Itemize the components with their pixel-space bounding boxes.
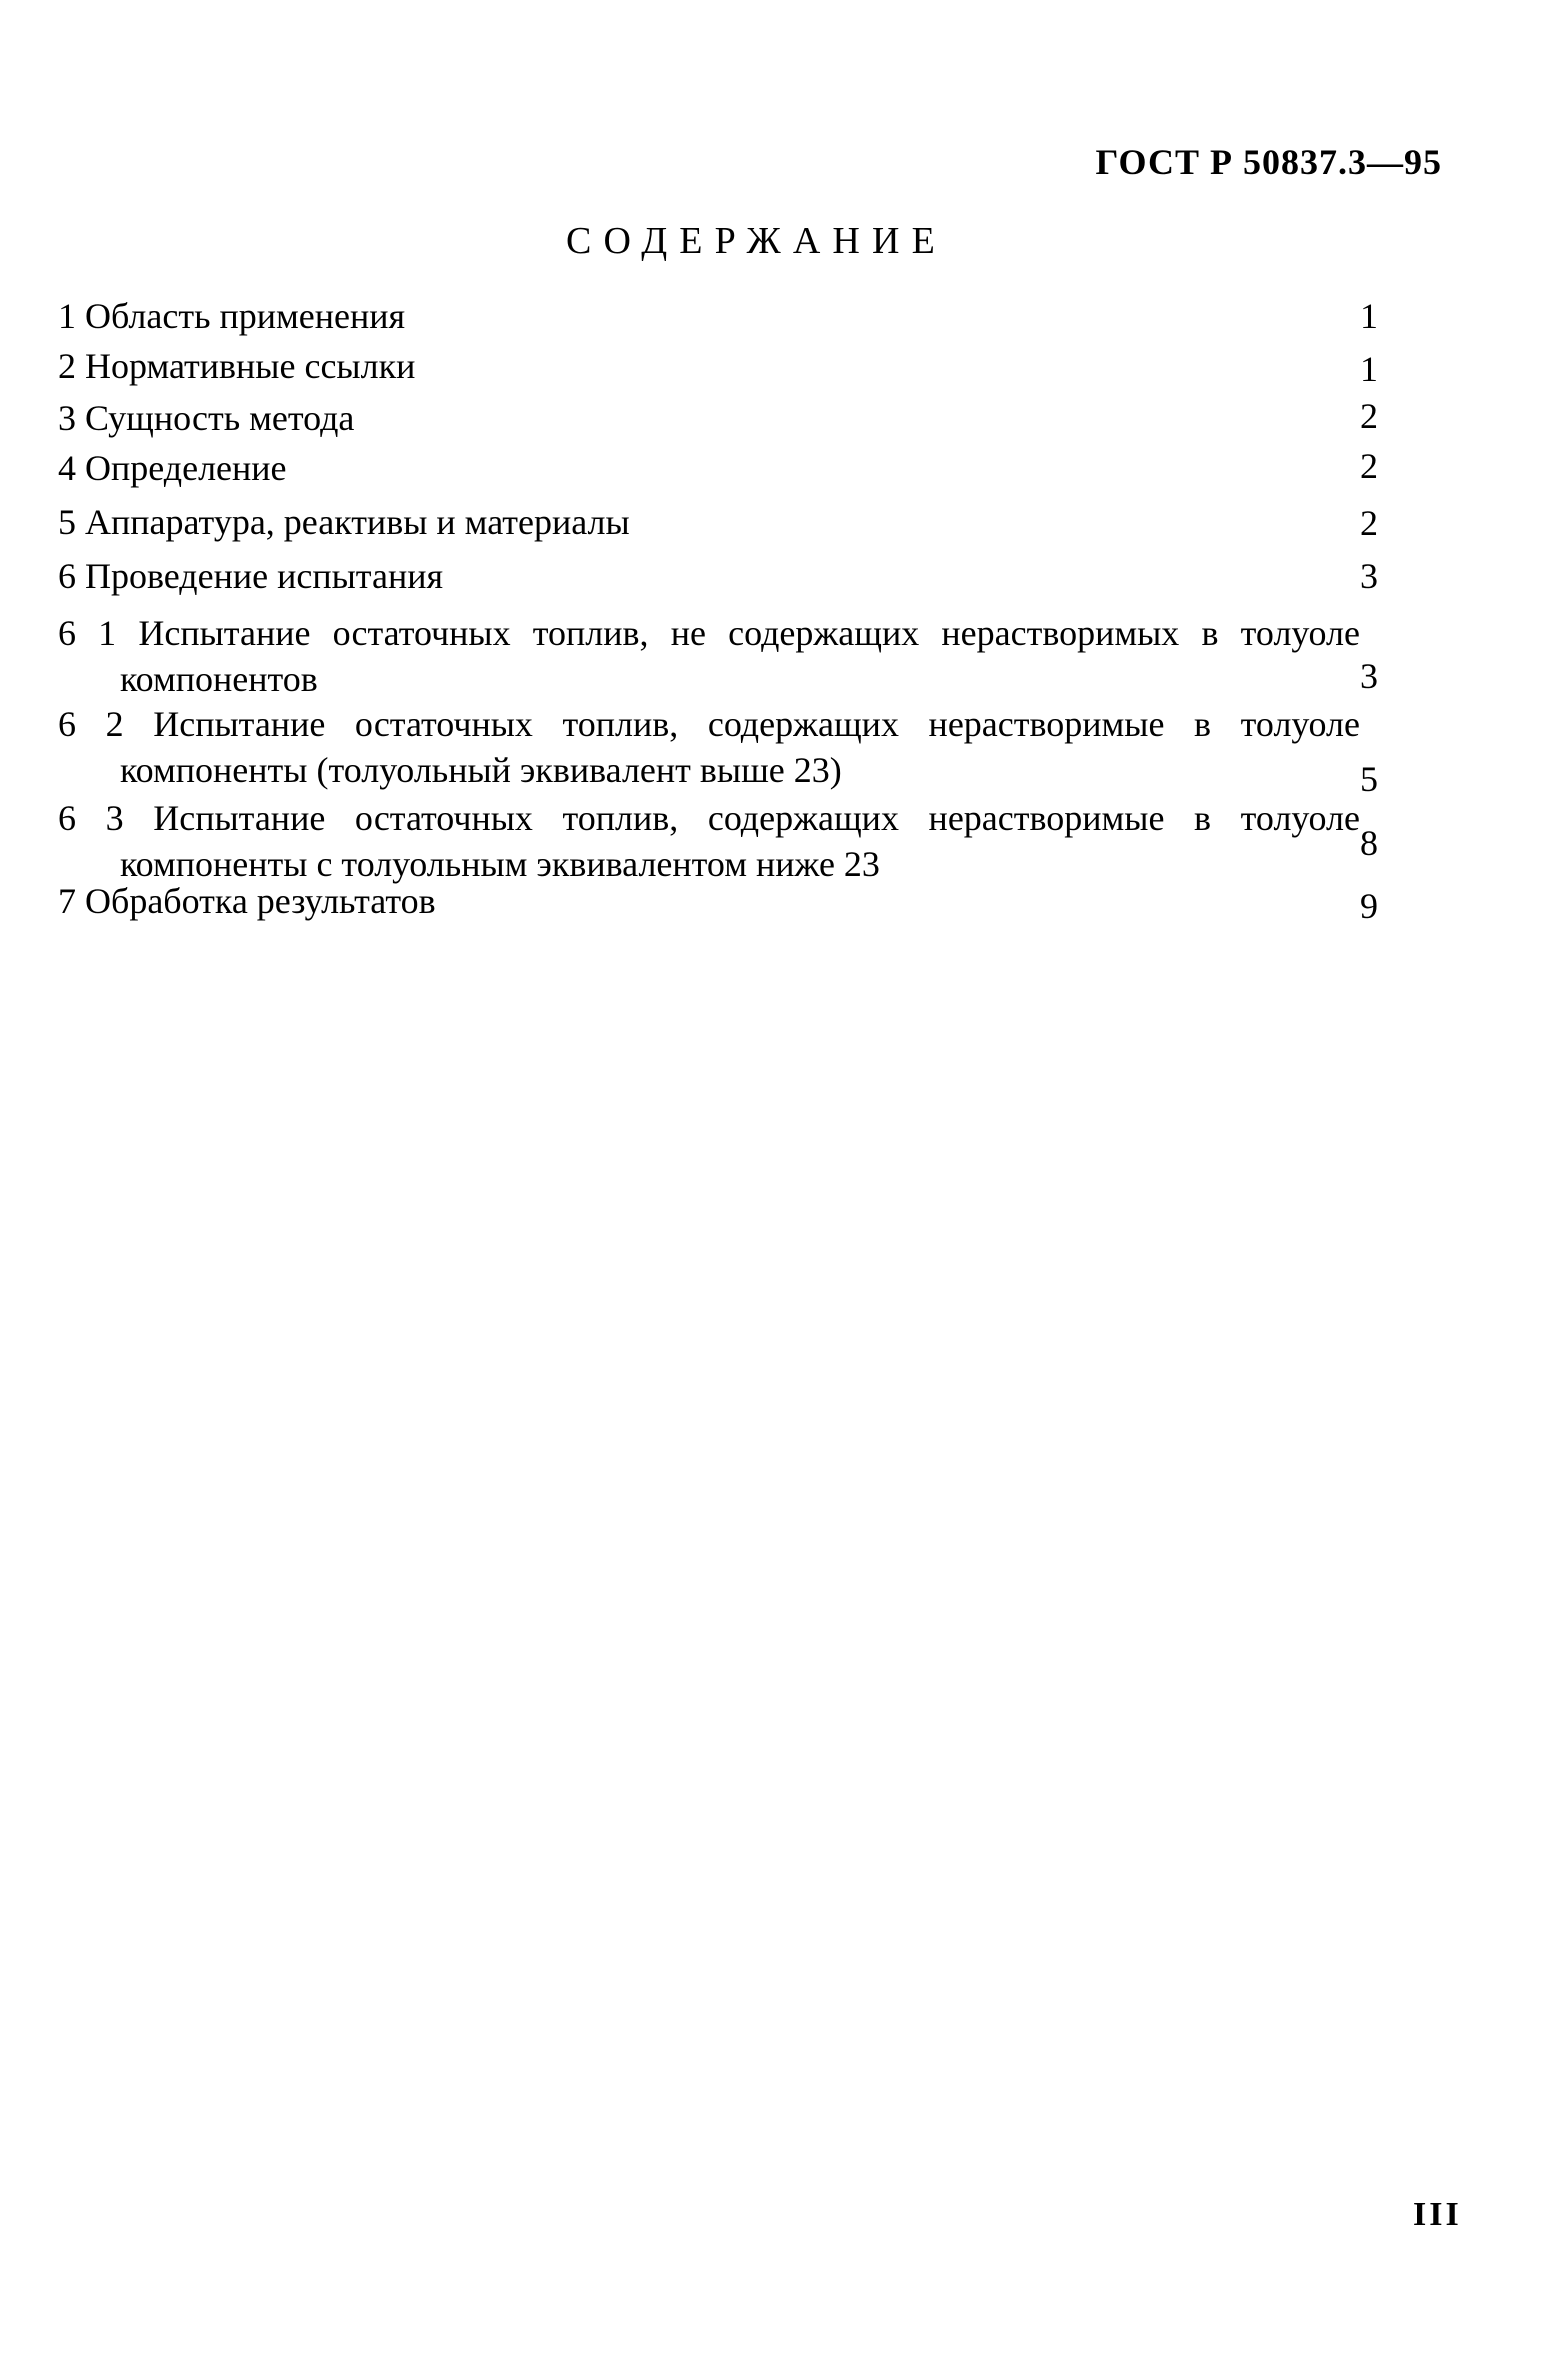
toc-entry-3: 3 Сущность метода	[58, 398, 355, 438]
toc-entry-line: 6 2 Испытание остаточных топлив, содержащих нерастворимые в толуоле	[58, 704, 1360, 744]
toc-entry-4: 4 Определение	[58, 448, 287, 488]
toc-entry-line: 6 3 Испытание остаточных топлив, содержащих нерастворимые в толуоле	[58, 798, 1360, 838]
toc-entry-line: 6 1 Испытание остаточных топлив, не содержащих нерастворимых в толуоле	[58, 613, 1360, 653]
toc-page-number-6: 3	[1360, 556, 1378, 596]
toc-entry-5: 5 Аппаратура, реактивы и материалы	[58, 502, 630, 542]
toc-page-number-3: 2	[1360, 396, 1378, 436]
toc-page-number-6-1: 3	[1360, 656, 1378, 696]
toc-page-number-1: 1	[1360, 296, 1378, 336]
toc-entry-6: 6 Проведение испытания	[58, 556, 444, 596]
toc-entry-2: 2 Нормативные ссылки	[58, 346, 416, 386]
toc-page-number-2: 1	[1360, 349, 1378, 389]
toc-page-number-7: 9	[1360, 886, 1378, 926]
toc-title: СОДЕРЖАНИЕ	[566, 220, 948, 262]
toc-entry-1: 1 Область применения	[58, 296, 406, 336]
toc-entry-6-1	[58, 610, 1360, 702]
toc-entry-line: компонентов	[120, 659, 318, 699]
toc-page-number-5: 2	[1360, 503, 1378, 543]
toc-page-number-6-2: 5	[1360, 759, 1378, 799]
toc-entry-6-2	[58, 701, 1360, 793]
toc-entry-line: компоненты с толуольным эквивалентом ниже 23	[120, 844, 880, 884]
doc-number: ГОСТ Р 50837.3—95	[1095, 142, 1442, 182]
page-folio: III	[1413, 2196, 1462, 2233]
toc-entry-7: 7 Обработка результатов	[58, 881, 436, 921]
toc-entry-line: компоненты (толуольный эквивалент выше 23)	[120, 750, 842, 790]
toc-page-number-6-3: 8	[1360, 823, 1378, 863]
toc-entry-6-3	[58, 795, 1360, 887]
toc-page-number-4: 2	[1360, 446, 1378, 486]
